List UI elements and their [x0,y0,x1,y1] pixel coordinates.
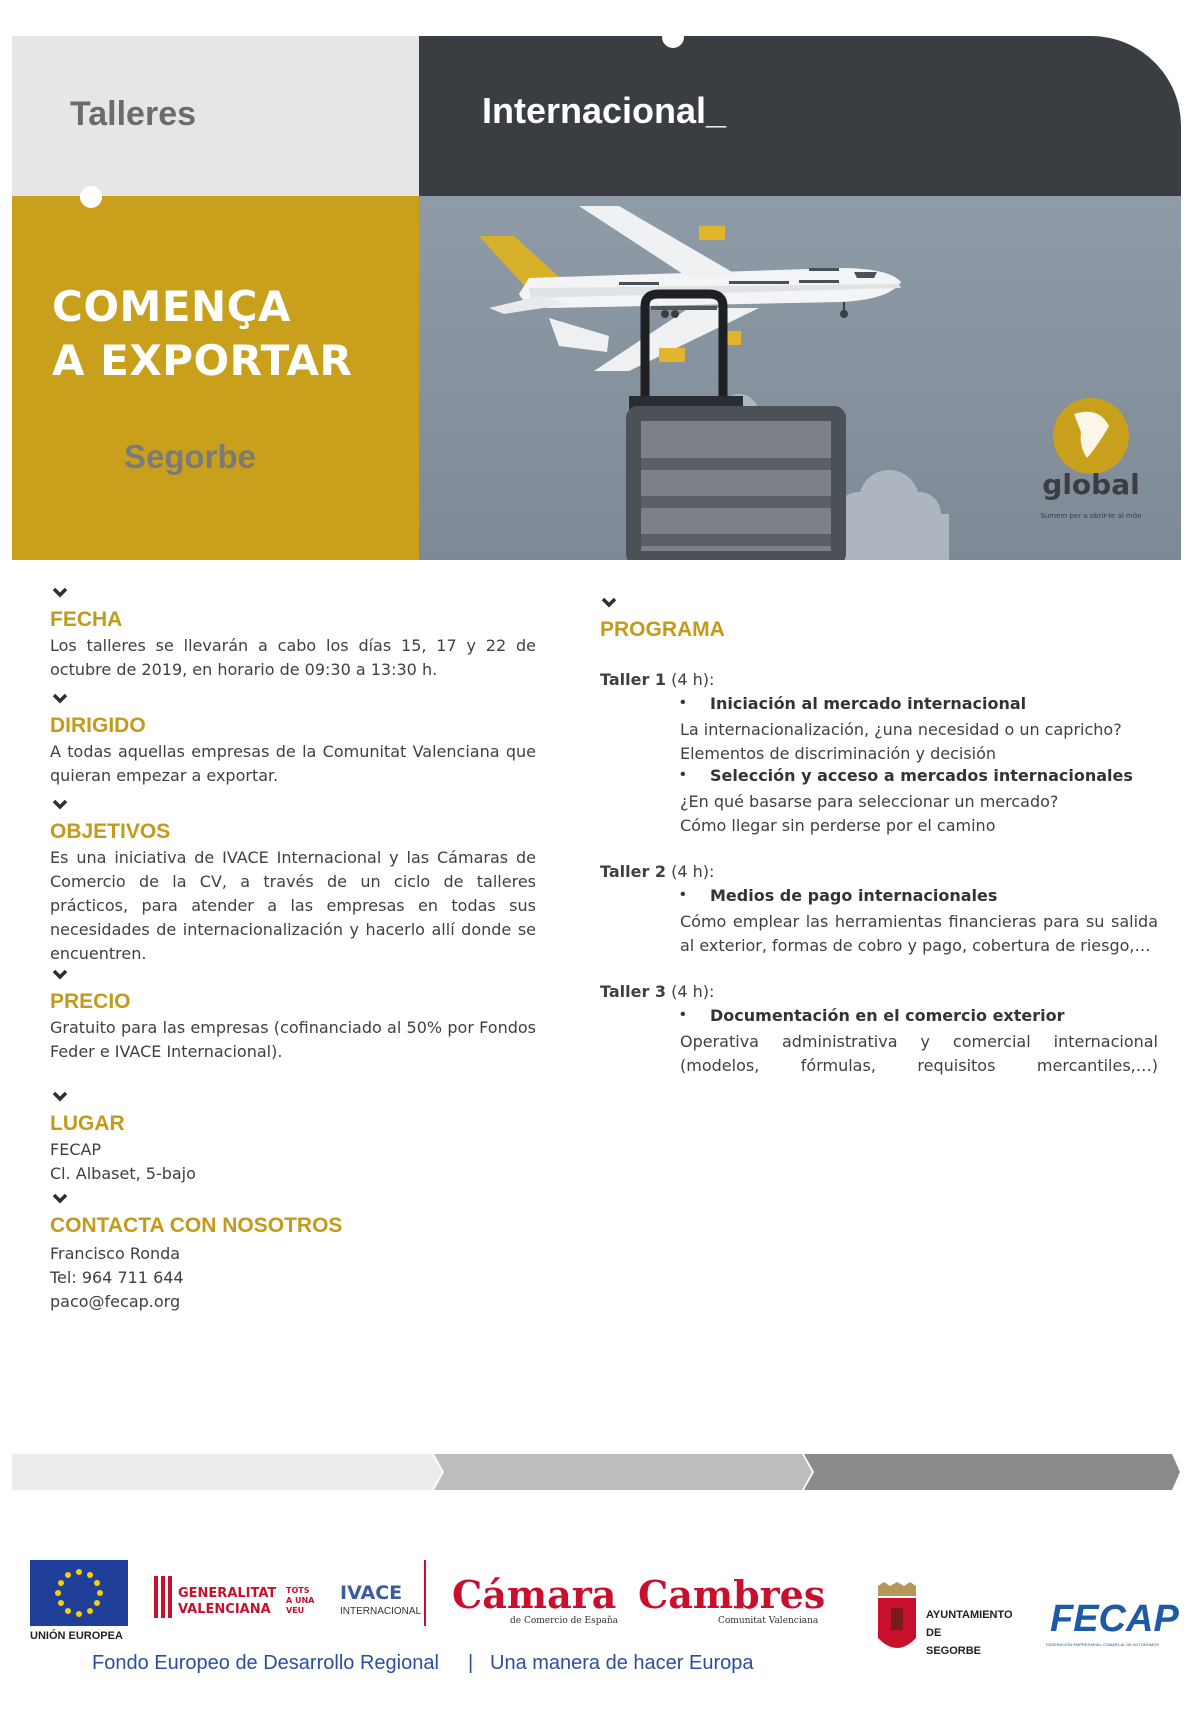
section-title-precio: PRECIO [50,990,131,1013]
bullet-icon: • [680,766,686,783]
bullet-icon: • [680,1006,686,1023]
ivace-sub: INTERNACIONAL [340,1606,422,1617]
eu-label: UNIÓN EUROPEA [30,1630,123,1642]
headline-line-2: A EXPORTAR [52,336,353,385]
chevron-down-icon [52,584,68,600]
footer-lema-text: Una manera de hacer Europa [490,1652,754,1674]
gva-line-2: VALENCIANA [178,1602,271,1617]
global-logo-text: global [1042,468,1140,501]
header-label-talleres: Talleres [70,95,197,133]
airplane-icon [479,206,901,371]
global-logo-icon [1040,398,1141,520]
taller-1-bullet-1-title: Iniciación al mercado internacional [710,694,1027,713]
eu-flag-icon [30,1560,128,1626]
chevron-down-icon [52,966,68,982]
taller-3-name: Taller 3 [600,982,667,1001]
taller-3-bullet-1-text: Operativa administrativa y comercial internacional (modelos, fórmulas, requisitos mercantiles,…) [680,1032,1158,1075]
contact-phone[interactable]: Tel: 964 711 644 [50,1268,184,1287]
contact-email[interactable]: paco@fecap.org [50,1292,181,1311]
section-title-contacto: CONTACTA CON NOSOTROS [50,1214,343,1237]
chevron-down-icon [601,594,617,610]
chevron-down-icon [52,1190,68,1206]
taller-1-label [600,670,714,689]
lugar-line-2: Cl. Albaset, 5-bajo [50,1164,196,1183]
header-illustration [419,196,1181,560]
taller-3-hours: (4 h): [671,982,715,1001]
section-title-programa: PROGRAMA [600,618,725,641]
cambres-logo: Cambres [638,1572,826,1617]
taller-3-bullet-1-title: Documentación en el comercio exterior [710,1006,1065,1025]
taller-1-bullet-1-line-1: La internacionalización, ¿una necesidad o un capricho? [680,720,1122,739]
ivace-logo: IVACE [340,1582,403,1604]
taller-1-bullet-2-line-2: Cómo llegar sin perderse por el camino [680,816,996,835]
section-title-fecha: FECHA [50,608,123,631]
ayto-line-2: DE [926,1627,942,1639]
taller-1-bullet-1-line-2: Elementos de discriminación y decisión [680,744,997,763]
fecap-logo: FECAP [1050,1598,1179,1640]
taller-2-bullet-1-title: Medios de pago internacionales [710,886,998,905]
footer-separator: | [468,1652,474,1674]
contact-name: Francisco Ronda [50,1244,181,1263]
section-text-objetivos: Es una iniciativa de IVACE Internacional y las Cámaras de Comercio de la CV, a través de un ciclo de talleres prácticos, para atender a las empresas en todas sus necesidades de internacionalización y hacerlo allí donde se encuentren. [50,848,536,963]
header-notch [80,186,102,208]
section-text-fecha: Los talleres se llevarán a cabo los días 15, 17 y 22 de octubre de 2019, en horario de 09:30 a 13:30 h. [50,636,536,679]
taller-1-name: Taller 1 [600,670,667,689]
taller-2-hours: (4 h): [671,862,715,881]
section-title-lugar: LUGAR [50,1112,125,1135]
lugar-line-1: FECAP [50,1140,102,1159]
segorbe-coat-of-arms-icon [874,1582,920,1658]
ayuntamiento-logo [926,1606,1013,1660]
bullet-icon: • [680,886,686,903]
taller-1-hours: (4 h): [671,670,715,689]
global-tagline: Sumem per a obrir-te al món [1040,512,1142,520]
logo-divider [424,1560,426,1626]
chevron-down-icon [52,1088,68,1104]
taller-2-name: Taller 2 [600,862,667,881]
camara-logo: Cámara [452,1572,617,1617]
fecap-sub: FEDERACIÓN EMPRESARIAL COMARCAL DE AUTONOMOS [1046,1642,1159,1647]
ayto-line-1: AYUNTAMIENTO [926,1609,1013,1621]
gva-tagline: TOTS A UNA VEU [286,1586,315,1615]
decorative-arrow-strip [12,1452,1182,1492]
header-notch [662,26,684,48]
header-label-internacional: Internacional_ [482,90,727,131]
taller-2-label [600,862,714,881]
cambres-sub: Comunitat Valenciana [718,1616,819,1626]
gva-line-1: GENERALITAT [178,1586,277,1601]
footer-fondo-text: Fondo Europeo de Desarrollo Regional [92,1652,439,1674]
taller-1-bullet-2-line-1: ¿En qué basarse para seleccionar un mercado? [680,792,1059,811]
camara-sub: de Comercio de España [510,1616,619,1626]
taller-3-label [600,982,714,1001]
headline [52,280,352,388]
bullet-icon: • [680,694,686,711]
taller-1-bullet-2-title: Selección y acceso a mercados internacionales [710,766,1133,785]
city-label: Segorbe [124,438,257,475]
section-text-precio: Gratuito para las empresas (cofinanciado al 50% por Fondos Feder e IVACE Internacional). [50,1018,536,1061]
chevron-down-icon [52,796,68,812]
ayto-line-3: SEGORBE [926,1645,982,1657]
section-title-objetivos: OBJETIVOS [50,820,171,843]
taller-2-bullet-1-text: Cómo emplear las herramientas financieras para su salida al exterior, formas de cobro y pago, cobertura de riesgo,… [680,912,1158,955]
headline-line-1: COMENÇA [52,282,291,331]
airplane-suitcase-illustration [419,196,1181,560]
section-title-dirigido: DIRIGIDO [50,714,146,737]
gva-logo [178,1586,276,1618]
chevron-down-icon [52,690,68,706]
generalitat-shield-icon [150,1572,176,1622]
section-text-dirigido: A todas aquellas empresas de la Comunitat Valenciana que quieran empezar a exportar. [50,742,536,785]
